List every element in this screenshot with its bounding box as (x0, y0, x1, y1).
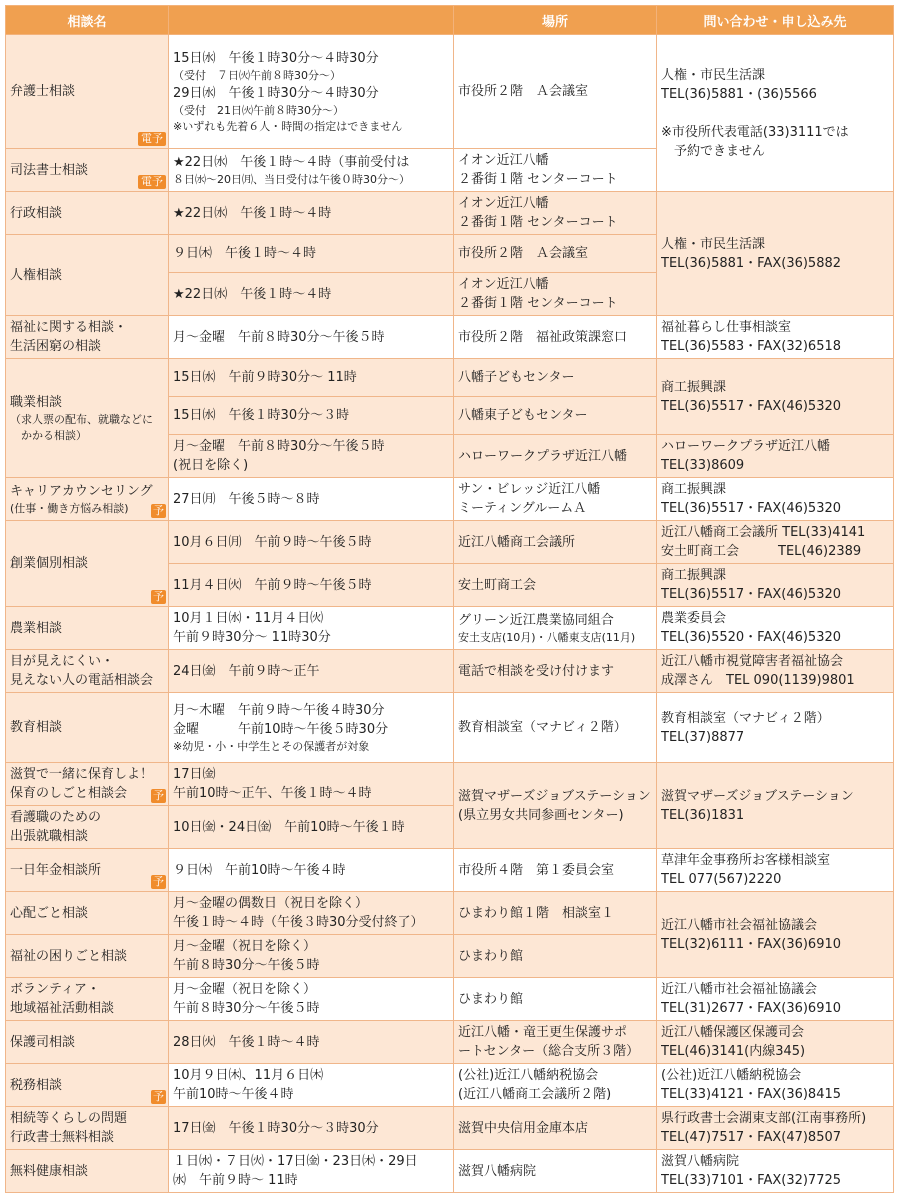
row-name: 目が見えにくい・ 見えない人の電話相談会 (6, 650, 169, 693)
row-place: ひまわり館 (454, 978, 657, 1021)
table-row (6, 1064, 894, 1107)
reservation-badge: 予 (153, 590, 164, 603)
row-datetime: 11月４日㈫ 午前９時～午後５時 (169, 564, 454, 607)
reservation-badge: 予 (153, 1090, 164, 1103)
table-row (6, 607, 894, 650)
row-contact: 商工振興課 TEL(36)5517・FAX(46)5320 (657, 478, 894, 521)
row-place: 近江八幡・竜王更生保護サポ ートセンター（総合支所３階） (454, 1021, 657, 1064)
row-place: ハローワークプラザ近江八幡 (454, 435, 657, 478)
table-row (6, 650, 894, 693)
row-datetime: 17日㈮ 午前10時～正午、午後１時～４時 (169, 763, 454, 806)
table-row (6, 521, 894, 564)
row-contact: 県行政書士会湖東支部(江南事務所) TEL(47)7517・FAX(47)8507 (657, 1107, 894, 1150)
row-name: ボランティア・ 地域福祉活動相談 (6, 978, 169, 1021)
row-contact: 近江八幡保護区保護司会 TEL(46)3141(内線345) (657, 1021, 894, 1064)
row-place: 滋賀マザーズジョブステーション (県立男女共同参画センター) (454, 763, 657, 849)
row-contact: (公社)近江八幡納税協会 TEL(33)4121・FAX(36)8415 (657, 1064, 894, 1107)
row-datetime: 10月１日㈬・11月４日㈫ 午前９時30分～ 11時30分 (169, 607, 454, 650)
row-datetime: 10日㈮・24日㈮ 午前10時～午後１時 (169, 806, 454, 849)
row-place: サン・ビレッジ近江八幡 ミーティングルームＡ (454, 478, 657, 521)
row-place: 市役所４階 第１委員会室 (454, 849, 657, 892)
row-datetime: 17日㈮ 午後１時30分～３時30分 (169, 1107, 454, 1150)
row-place: 滋賀八幡病院 (454, 1150, 657, 1193)
row-name: 福祉の困りごと相談 (6, 935, 169, 978)
row-name: キャリアカウンセリング (仕事・働き方悩み相談) 予 (6, 478, 169, 521)
advance-booking-badge: 電予 (138, 175, 166, 189)
row-name: 税務相談 予 (6, 1064, 169, 1107)
header-name: 相談名 (6, 6, 169, 35)
row-name: 人権相談 (6, 235, 169, 316)
row-datetime: 24日㈮ 午前９時～正午 (169, 650, 454, 693)
row-datetime: 月～木曜 午前９時～午後４時30分 金曜 午前10時～午後５時30分 ※幼児・小・中学生とその保護者が対象 (169, 693, 454, 763)
row-contact: 近江八幡市視覚障害者福祉協会 成澤さん TEL 090(1139)9801 (657, 650, 894, 693)
table-row (6, 35, 894, 149)
reservation-badge: 予 (153, 504, 164, 517)
row-datetime: 10月６日㈪ 午前９時～午後５時 (169, 521, 454, 564)
row-datetime: ９日㈭ 午後１時～４時 (169, 235, 454, 273)
row-name: 保護司相談 (6, 1021, 169, 1064)
header-row (6, 6, 894, 35)
row-contact: 近江八幡商工会議所 TEL(33)4141 安土町商工会 TEL(46)2389 (657, 521, 894, 564)
header-contact: 問い合わせ・申し込み先 (657, 6, 894, 35)
row-place: (公社)近江八幡納税協会 (近江八幡商工会議所２階) (454, 1064, 657, 1107)
row-name: 看護職のための 出張就職相談 (6, 806, 169, 849)
row-name: 弁護士相談 電予 (6, 35, 169, 149)
row-place: 安土町商工会 (454, 564, 657, 607)
row-place: 市役所２階 Ａ会議室 (454, 35, 657, 149)
reservation-badge: 予 (153, 789, 164, 802)
table-row (6, 763, 894, 806)
table-row (6, 1107, 894, 1150)
row-place: グリーン近江農業協同組合 安土支店(10月)・八幡東支店(11月) (454, 607, 657, 650)
row-contact: 近江八幡市社会福祉協議会 TEL(32)6111・FAX(36)6910 (657, 892, 894, 978)
table-row (6, 978, 894, 1021)
row-contact: 人権・市民生活課 TEL(36)5881・FAX(36)5882 (657, 192, 894, 316)
row-datetime: ９日㈭ 午前10時～午後４時 (169, 849, 454, 892)
row-name: 無料健康相談 (6, 1150, 169, 1193)
row-contact: ハローワークプラザ近江八幡 TEL(33)8609 (657, 435, 894, 478)
row-place: 教育相談室（マナビィ２階） (454, 693, 657, 763)
row-contact: 草津年金事務所お客様相談室 TEL 077(567)2220 (657, 849, 894, 892)
row-place: ひまわり館 (454, 935, 657, 978)
row-name: 福祉に関する相談・ 生活困窮の相談 (6, 316, 169, 359)
row-place: 市役所２階 福祉政策課窓口 (454, 316, 657, 359)
advance-booking-badge: 電予 (138, 132, 166, 146)
row-contact: 農業委員会 TEL(36)5520・FAX(46)5320 (657, 607, 894, 650)
row-name: 相続等くらしの問題 行政書士無料相談 (6, 1107, 169, 1150)
row-name: 農業相談 (6, 607, 169, 650)
row-datetime: 月～金曜（祝日を除く） 午前８時30分～午後５時 (169, 978, 454, 1021)
table-row (6, 849, 894, 892)
row-datetime: ★22日㈬ 午後１時～４時（事前受付は ８日㈬～20日㈪、当日受付は午後０時30分～） (169, 149, 454, 192)
row-datetime: 月～金曜の偶数日（祝日を除く） 午後１時～４時（午後３時30分受付終了） (169, 892, 454, 935)
row-place: 市役所２階 Ａ会議室 (454, 235, 657, 273)
row-datetime: 27日㈪ 午後５時～８時 (169, 478, 454, 521)
row-datetime: ★22日㈬ 午後１時～４時 (169, 192, 454, 235)
table-row (6, 892, 894, 935)
table-row (6, 693, 894, 763)
row-contact: 滋賀八幡病院 TEL(33)7101・FAX(32)7725 (657, 1150, 894, 1193)
row-place: 八幡東子どもセンター (454, 397, 657, 435)
table-row (6, 192, 894, 235)
reservation-badge: 予 (153, 875, 164, 888)
row-datetime: 月～金曜 午前８時30分～午後５時 (祝日を除く) (169, 435, 454, 478)
row-contact: 商工振興課 TEL(36)5517・FAX(46)5320 (657, 564, 894, 607)
row-place: 八幡子どもセンター (454, 359, 657, 397)
row-name: 滋賀で一緒に保育しよ！ 保育のしごと相談会 予 (6, 763, 169, 806)
row-datetime: 月～金曜 午前８時30分～午後５時 (169, 316, 454, 359)
row-datetime: 15日㈬ 午後１時30分～３時 (169, 397, 454, 435)
row-datetime: 10月９日㈭、11月６日㈭ 午前10時～午後４時 (169, 1064, 454, 1107)
row-contact: 滋賀マザーズジョブステーション TEL(36)1831 (657, 763, 894, 849)
row-datetime: ★22日㈬ 午後１時～４時 (169, 273, 454, 316)
header-datetime (169, 6, 454, 35)
row-contact: 福祉暮らし仕事相談室 TEL(36)5583・FAX(32)6518 (657, 316, 894, 359)
row-place: ひまわり館１階 相談室１ (454, 892, 657, 935)
row-datetime: 15日㈬ 午後１時30分～４時30分 （受付 ７日㈫午前８時30分～） 29日㈬ 午後１時30分～４時30分 （受付 21日㈫午前８時30分～） ※いずれも先着６人・時間の指定はできません (169, 35, 454, 149)
row-place: 滋賀中央信用金庫本店 (454, 1107, 657, 1150)
row-contact: 商工振興課 TEL(36)5517・FAX(46)5320 (657, 359, 894, 435)
row-datetime: １日㈬・７日㈫・17日㈮・23日㈭・29日 ㈬ 午前９時～ 11時 (169, 1150, 454, 1193)
row-datetime: 28日㈫ 午後１時～４時 (169, 1021, 454, 1064)
table-row (6, 316, 894, 359)
row-contact: 教育相談室（マナビィ２階） TEL(37)8877 (657, 693, 894, 763)
row-place: イオン近江八幡 ２番街１階 センターコート (454, 149, 657, 192)
row-datetime: 月～金曜（祝日を除く） 午前８時30分～午後５時 (169, 935, 454, 978)
table-row (6, 359, 894, 397)
header-place: 場所 (454, 6, 657, 35)
row-place: イオン近江八幡 ２番街１階 センターコート (454, 192, 657, 235)
consultation-table (5, 5, 894, 1193)
row-name: 職業相談 （求人票の配布、就職などに かかる相談） (6, 359, 169, 478)
table-row (6, 478, 894, 521)
row-name: 一日年金相談所 予 (6, 849, 169, 892)
row-name: 創業個別相談 予 (6, 521, 169, 607)
row-name: 司法書士相談 電予 (6, 149, 169, 192)
table-row (6, 1021, 894, 1064)
row-name: 行政相談 (6, 192, 169, 235)
row-place: イオン近江八幡 ２番街１階 センターコート (454, 273, 657, 316)
row-contact: 人権・市民生活課 TEL(36)5881・(36)5566 ※市役所代表電話(33)3111では 予約できません (657, 35, 894, 192)
row-name: 教育相談 (6, 693, 169, 763)
row-place: 電話で相談を受け付けます (454, 650, 657, 693)
row-datetime: 15日㈬ 午前９時30分～ 11時 (169, 359, 454, 397)
table-row (6, 1150, 894, 1193)
row-contact: 近江八幡市社会福祉協議会 TEL(31)2677・FAX(36)6910 (657, 978, 894, 1021)
row-place: 近江八幡商工会議所 (454, 521, 657, 564)
row-name: 心配ごと相談 (6, 892, 169, 935)
